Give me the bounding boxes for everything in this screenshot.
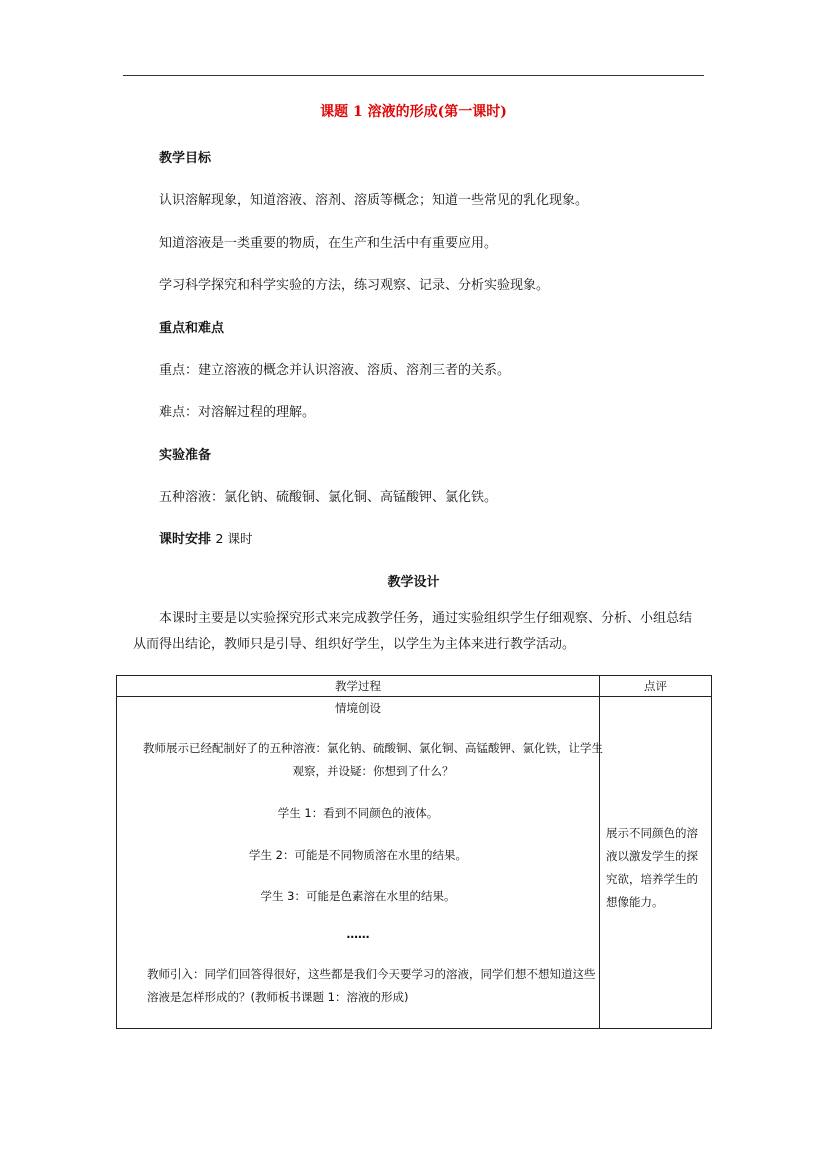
page-title: 课题 1 溶液的形成(第一课时) [320,104,507,120]
teacher-intro: 教师引入：同学们回答得很好，这些都是我们今天要学习的溶液，同学们想不想知道这些溶液是怎样形成的？(教师板书课题 1：溶液的形成) [147,967,596,1004]
teacher-show: 教师展示已经配制好了的五种溶液：氯化钠、硫酸铜、氯化铜、高锰酸钾、氯化铁，让学生观察，并设疑：你想到了什么？ [143,741,603,778]
lesson-table [116,675,712,1029]
objective-3: 学习科学探究和科学实验的方法，练习观察、记录、分析实验现象。 [159,278,550,293]
design-paragraph-text: 本课时主要是以实验探究形式来完成教学任务，通过实验组织学生仔细观察、分析、小组总结从而得出结论，教师只是引导、组织好学生，以学生为主体来进行教学活动。 [133,611,693,652]
header-rule [123,75,704,76]
design-heading: 教学设计 [387,575,440,590]
student-1: 学生 1：看到不同颜色的液体。 [277,806,439,820]
scene-title: 情境创设 [335,701,381,715]
prep-text: 五种溶液：氯化钠、硫酸铜、氯化铜、高锰酸钾、氯化铁。 [159,490,498,505]
prep-heading: 实验准备 [159,448,212,463]
comment-cell [600,697,712,1029]
process-cell [117,697,603,1029]
column-header-process: 教学过程 [117,676,600,697]
objectives-heading: 教学目标 [159,151,212,166]
column-header-comment: 点评 [600,676,712,697]
keypoint-1: 重点：建立溶液的概念并认识溶液、溶质、溶剂三者的关系。 [159,363,511,378]
keypoint-2: 难点：对溶解过程的理解。 [159,405,316,420]
keypoints-heading: 重点和难点 [159,321,225,336]
schedule-heading: 课时安排 [159,532,212,547]
design-paragraph [133,606,703,658]
objective-2: 知道溶液是一类重要的物质，在生产和生活中有重要应用。 [159,236,498,251]
schedule-line [159,528,252,547]
ellipsis: …… [346,927,370,941]
objective-1: 认识溶解现象，知道溶液、溶剂、溶质等概念；知道一些常见的乳化现象。 [159,193,589,208]
student-2: 学生 2：可能是不同物质溶在水里的结果。 [249,848,467,862]
student-3: 学生 3：可能是色素溶在水里的结果。 [260,889,456,903]
comment-text: 展示不同颜色的溶液以激发学生的探究欲，培养学生的想像能力。 [606,826,698,909]
schedule-value: 2 课时 [215,531,253,546]
